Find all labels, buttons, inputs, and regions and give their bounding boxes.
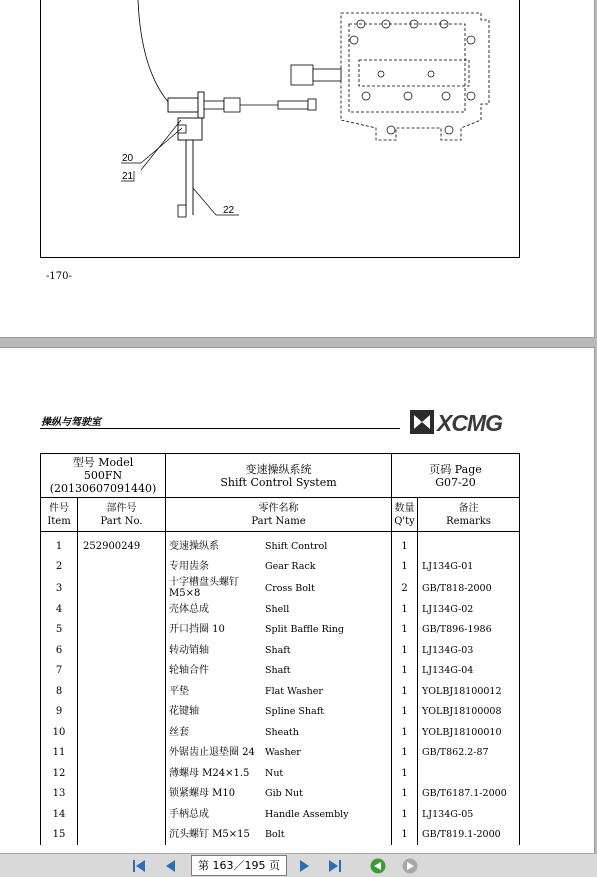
part-number	[78, 620, 166, 641]
remarks: GB/T6187.1-2000	[418, 784, 520, 805]
part-name-zh: 转动销轴	[169, 644, 209, 656]
model-cell: 型号 Model 500FN (20130607091440)	[41, 454, 166, 498]
table-row	[41, 640, 520, 661]
table-row	[41, 681, 520, 702]
quantity: 1	[392, 599, 418, 620]
drawing-frame	[40, 0, 520, 258]
remarks: YOLBJ18100008	[418, 702, 520, 723]
remarks: GB/T862.2-87	[418, 743, 520, 764]
col-item: 件号 Item	[41, 498, 78, 532]
part-name-en: Washer	[265, 747, 301, 759]
item-number: 13	[41, 784, 78, 805]
item-number: 3	[41, 577, 78, 599]
column-header-row	[41, 498, 520, 532]
part-name-en: Shell	[265, 603, 290, 615]
part-name-en: Split Baffle Ring	[265, 624, 344, 636]
quantity: 1	[392, 681, 418, 702]
part-name-en: Handle Assembly	[265, 808, 349, 820]
callout-21: 21	[122, 171, 134, 182]
remarks	[418, 532, 520, 557]
previous-page	[0, 0, 595, 338]
remarks: YOLBJ18100010	[418, 722, 520, 743]
table-row	[41, 804, 520, 825]
svg-text:XCMG: XCMG	[437, 410, 502, 435]
next-page-icon[interactable]	[296, 858, 312, 874]
quantity: 1	[392, 620, 418, 641]
part-name	[166, 640, 392, 661]
part-name-zh: 花键轴	[169, 706, 199, 718]
item-number: 14	[41, 804, 78, 825]
section-title: 操纵与驾驶室	[41, 417, 101, 428]
remarks: LJ134G-03	[418, 640, 520, 661]
part-name-zh: 外锯齿止退垫圈 24	[169, 747, 255, 759]
part-name-zh: 手柄总成	[169, 808, 209, 820]
quantity: 1	[392, 804, 418, 825]
part-name-en: Shaft	[265, 644, 291, 656]
xcmg-logo	[409, 409, 521, 435]
part-number	[78, 722, 166, 743]
remarks: GB/T819.1-2000	[418, 825, 520, 846]
table-info-row	[41, 454, 520, 498]
part-name-en: Flat Washer	[265, 685, 323, 697]
table-row	[41, 784, 520, 805]
part-name-en: Shaft	[265, 665, 291, 677]
page-indicator-input[interactable]: 第 163／195 页	[191, 855, 287, 876]
remarks: LJ134G-04	[418, 661, 520, 682]
item-number: 6	[41, 640, 78, 661]
item-number: 1	[41, 532, 78, 557]
remarks: GB/T818-2000	[418, 577, 520, 599]
part-name	[166, 722, 392, 743]
item-number: 2	[41, 557, 78, 578]
part-number	[78, 743, 166, 764]
table-row	[41, 577, 520, 599]
quantity: 1	[392, 763, 418, 784]
part-number	[78, 661, 166, 682]
part-name-en: Nut	[265, 767, 284, 779]
col-qty: 数量 Q'ty	[392, 498, 418, 532]
item-number: 5	[41, 620, 78, 641]
col-part-no: 部件号 Part No.	[78, 498, 166, 532]
part-name-en: Cross Bolt	[265, 582, 315, 594]
remarks: YOLBJ18100012	[418, 681, 520, 702]
system-cell: 变速操纵系统 Shift Control System	[166, 454, 392, 498]
part-name	[166, 661, 392, 682]
part-name-zh: 平垫	[169, 685, 189, 697]
part-name	[166, 825, 392, 846]
part-name	[166, 743, 392, 764]
quantity: 2	[392, 577, 418, 599]
first-page-icon[interactable]	[131, 858, 147, 874]
previous-page-icon[interactable]	[163, 858, 179, 874]
part-number	[78, 763, 166, 784]
remarks: LJ134G-02	[418, 599, 520, 620]
part-name-en: Gib Nut	[265, 788, 303, 800]
part-number	[78, 784, 166, 805]
part-number	[78, 640, 166, 661]
page-code-cell: 页码 Page G07-20	[392, 454, 520, 498]
part-name-zh: 轮轴合件	[169, 665, 209, 677]
quantity: 1	[392, 640, 418, 661]
item-number: 4	[41, 599, 78, 620]
item-number: 10	[41, 722, 78, 743]
quantity: 1	[392, 743, 418, 764]
part-number: 252900249	[78, 532, 166, 557]
table-row	[41, 743, 520, 764]
part-name-zh: 壳体总成	[169, 603, 209, 615]
part-name-zh: 锁紧螺母 M10	[169, 788, 236, 800]
part-name-zh: 丝套	[169, 726, 189, 738]
part-number	[78, 557, 166, 578]
col-remarks: 备注 Remarks	[418, 498, 520, 532]
header-rule	[40, 428, 400, 429]
part-name	[166, 577, 392, 599]
item-number: 15	[41, 825, 78, 846]
col-part-name: 零件名称 Part Name	[166, 498, 392, 532]
item-number: 12	[41, 763, 78, 784]
table-row	[41, 763, 520, 784]
table-row	[41, 599, 520, 620]
part-name-en: Sheath	[265, 726, 299, 738]
back-icon[interactable]	[370, 858, 386, 874]
part-number	[78, 804, 166, 825]
part-number	[78, 681, 166, 702]
part-name-zh: 薄螺母 M24×1.5	[169, 767, 250, 779]
part-name-zh: 专用齿条	[169, 561, 209, 573]
callout-22: 22	[223, 205, 235, 216]
part-name	[166, 557, 392, 578]
part-name-en: Bolt	[265, 829, 285, 841]
table-row	[41, 722, 520, 743]
quantity: 1	[392, 557, 418, 578]
part-name-zh: 十字槽盘头螺钉 M5×8	[169, 577, 239, 599]
item-number: 8	[41, 681, 78, 702]
quantity: 1	[392, 722, 418, 743]
quantity: 1	[392, 661, 418, 682]
remarks	[418, 763, 520, 784]
item-number: 9	[41, 702, 78, 723]
item-number: 7	[41, 661, 78, 682]
part-number	[78, 825, 166, 846]
last-page-icon[interactable]	[327, 858, 343, 874]
page-number: -170-	[46, 271, 72, 282]
quantity: 1	[392, 702, 418, 723]
quantity: 1	[392, 825, 418, 846]
part-name	[166, 804, 392, 825]
part-name-zh: 沉头螺钉 M5×15	[169, 829, 250, 841]
item-number: 11	[41, 743, 78, 764]
part-name	[166, 620, 392, 641]
table-row	[41, 825, 520, 846]
part-number	[78, 599, 166, 620]
part-name	[166, 784, 392, 805]
quantity: 1	[392, 532, 418, 557]
part-name-en: Spline Shaft	[265, 706, 325, 718]
page-navigation-bar	[0, 853, 597, 877]
part-name-zh: 变速操纵系	[169, 540, 219, 552]
quantity: 1	[392, 784, 418, 805]
parts-table	[40, 453, 520, 845]
part-name	[166, 599, 392, 620]
part-number	[78, 702, 166, 723]
part-name	[166, 681, 392, 702]
assembly-drawing	[41, 0, 519, 257]
part-name	[166, 763, 392, 784]
table-row	[41, 532, 520, 557]
table-row	[41, 702, 520, 723]
table-row	[41, 620, 520, 641]
forward-icon[interactable]	[402, 858, 418, 874]
part-name-zh: 开口挡圈 10	[169, 624, 225, 636]
remarks: LJ134G-01	[418, 557, 520, 578]
remarks: LJ134G-05	[418, 804, 520, 825]
part-name	[166, 702, 392, 723]
part-name-en: Gear Rack	[265, 561, 316, 573]
remarks: GB/T896-1986	[418, 620, 520, 641]
part-name-en: Shift Control	[265, 540, 328, 552]
table-row	[41, 661, 520, 682]
part-name	[166, 532, 392, 557]
table-row	[41, 557, 520, 578]
callout-20: 20	[122, 153, 134, 164]
part-number	[78, 577, 166, 599]
